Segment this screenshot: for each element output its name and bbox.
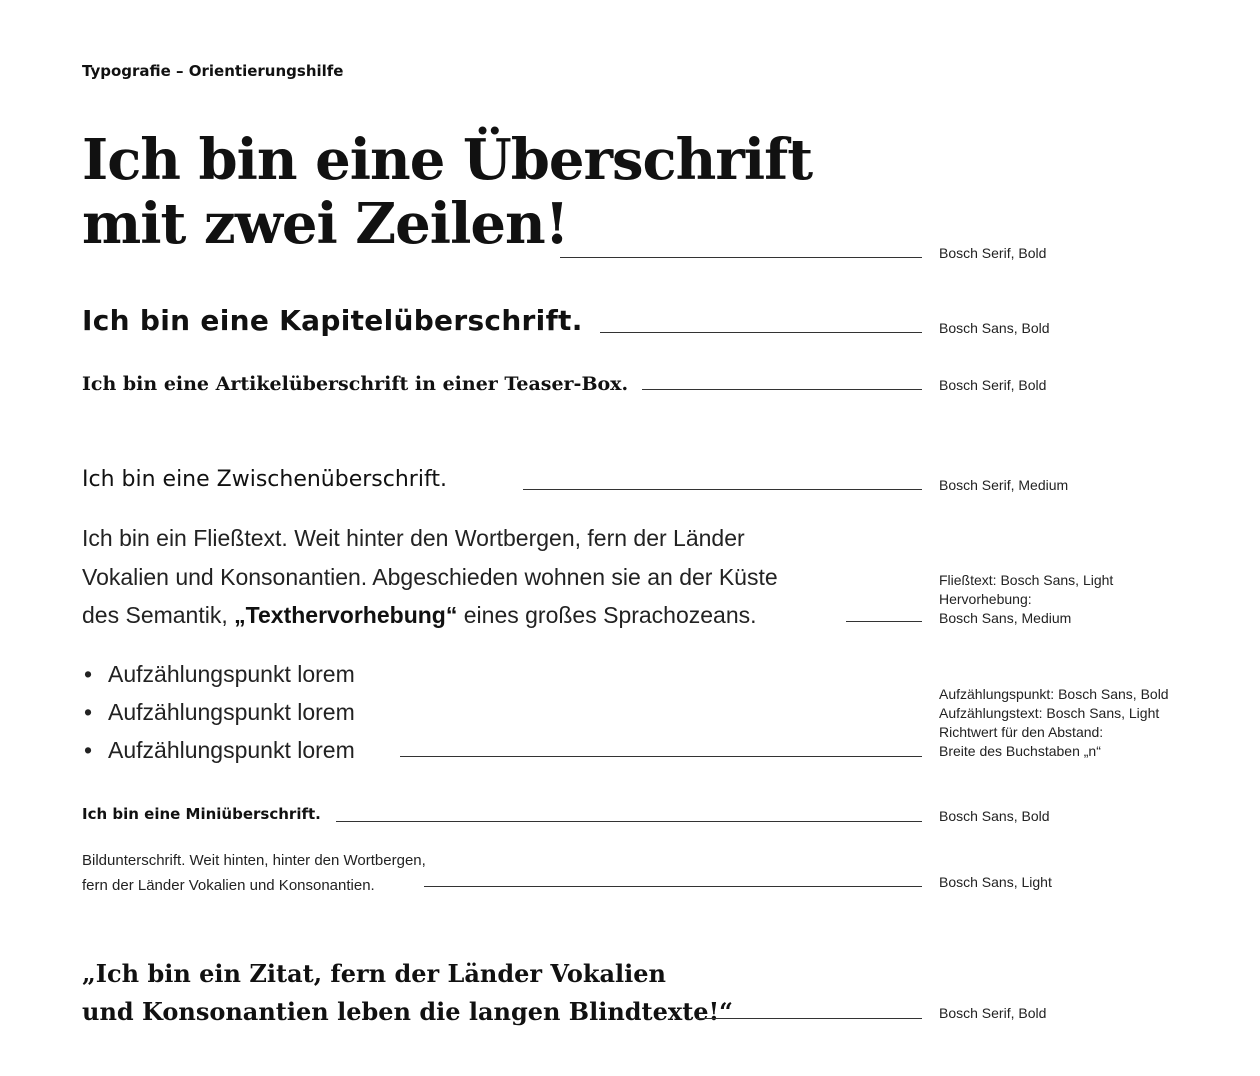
caption-line-1: Bildunterschrift. Weit hinten, hinter den Wortbergen, xyxy=(82,852,426,869)
caption-line-2: fern der Länder Vokalien und Konsonantien. xyxy=(82,877,375,894)
caption-leader-line xyxy=(424,886,922,887)
sub-heading-font-note: Bosch Serif, Medium xyxy=(939,477,1069,493)
body-text-leader-line xyxy=(846,621,922,622)
bullet-item: • Aufzählungspunkt lorem xyxy=(82,693,355,731)
mini-heading-leader-line xyxy=(336,821,922,822)
chapter-heading: Ich bin eine Kapitelüberschrift. xyxy=(82,304,583,337)
quote-font-note: Bosch Serif, Bold xyxy=(939,1005,1047,1021)
quote-leader-line xyxy=(697,1018,922,1019)
headline-leader-line xyxy=(560,257,922,258)
image-caption xyxy=(82,848,426,898)
body-text-line-1: Ich bin ein Fließtext. Weit hinter den Wortbergen, fern der Länder xyxy=(82,525,745,551)
article-leader-line xyxy=(642,389,922,390)
chapter-font-note: Bosch Sans, Bold xyxy=(939,320,1050,336)
mini-heading-font-note: Bosch Sans, Bold xyxy=(939,808,1050,824)
bullet-item: • Aufzählungspunkt lorem xyxy=(82,655,355,693)
bullet-item: • Aufzählungspunkt lorem xyxy=(82,731,355,769)
headline xyxy=(82,128,812,256)
bullet-leader-line xyxy=(400,756,922,757)
bullet-note-line: Aufzählungspunkt: Bosch Sans, Bold xyxy=(939,686,1169,702)
bullet-font-note xyxy=(939,685,1169,761)
sub-heading: Ich bin eine Zwischenüberschrift. xyxy=(82,467,447,492)
mini-heading: Ich bin eine Miniüberschrift. xyxy=(82,805,321,823)
body-text-note-line: Hervorhebung: xyxy=(939,591,1032,607)
headline-line-1: Ich bin eine Überschrift xyxy=(82,127,813,193)
quote-line-2: und Konsonantien leben die langen Blindtexte!“ xyxy=(82,997,733,1026)
headline-font-note: Bosch Serif, Bold xyxy=(939,245,1047,261)
body-text xyxy=(82,519,778,635)
text-emphasis: „Texthervorhebung“ xyxy=(234,602,458,628)
body-text-line-3-end: eines großes Sprachozeans. xyxy=(457,602,757,628)
page-title: Typografie – Orientierungshilfe xyxy=(82,62,344,80)
body-text-note-line: Fließtext: Bosch Sans, Light xyxy=(939,572,1114,588)
headline-line-2: mit zwei Zeilen! xyxy=(82,191,569,257)
caption-font-note: Bosch Sans, Light xyxy=(939,874,1052,890)
bullet-note-line: Richtwert für den Abstand: xyxy=(939,724,1104,740)
article-font-note: Bosch Serif, Bold xyxy=(939,377,1047,393)
chapter-leader-line xyxy=(600,332,922,333)
sub-heading-leader-line xyxy=(523,489,922,490)
bullet-list xyxy=(82,655,355,769)
body-text-font-note xyxy=(939,571,1113,628)
quote xyxy=(82,955,733,1031)
body-text-note-line: Bosch Sans, Medium xyxy=(939,610,1072,626)
body-text-line-3 xyxy=(82,596,778,635)
body-text-line-3-start: des Semantik, xyxy=(82,602,235,628)
bullet-note-line: Aufzählungstext: Bosch Sans, Light xyxy=(939,705,1160,721)
article-heading: Ich bin eine Artikelüberschrift in einer Teaser-Box. xyxy=(82,373,629,395)
body-text-line-2: Vokalien und Konsonantien. Abgeschieden wohnen sie an der Küste xyxy=(82,563,778,590)
bullet-note-line: Breite des Buchstaben „n“ xyxy=(939,743,1101,759)
quote-line-1: „Ich bin ein Zitat, fern der Länder Vokalien xyxy=(82,959,666,988)
